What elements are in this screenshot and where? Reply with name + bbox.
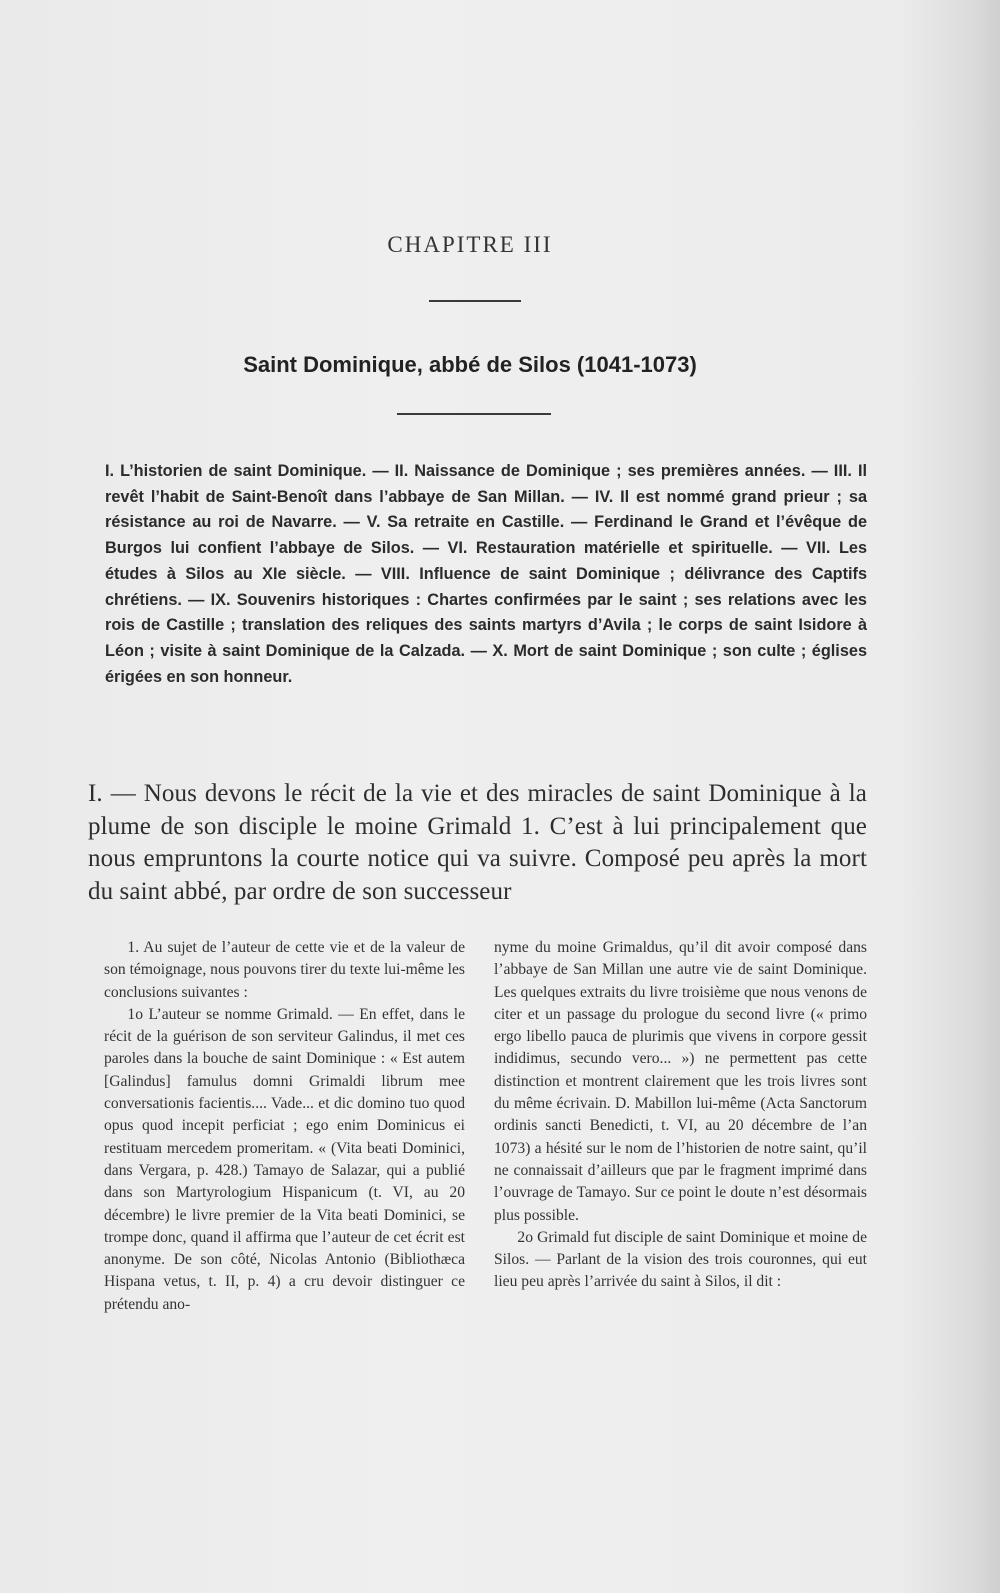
heading-rule-top (429, 300, 521, 302)
footnotes-right-column (494, 937, 867, 1294)
footnote-paragraph: nyme du moine Grimaldus, qu’il dit avoir composé dans l’abbaye de San Millan une autre vie de saint Dominique. Les quelques extraits du livre troisième que nous venons de citer et un passage du prologue du second livre (« primo ergo libello pauca de plurimis que vivens in corpore gessit indidimus, secundo vero... ») ne permettent pas cette distinction et montrent clairement que les trois livres sont du même écrivain. D. Mabillon lui-même (Acta Sanctorum ordinis sancti Benedicti, t. VI, au 20 décembre de l’an 1073) a hésité sur le nom de l’historien de notre saint, qu’il ne connaissait d’ailleurs que par le fragment imprimé dans l’ouvrage de Tamayo. Sur ce point le doute n’est désormais plus possible. (494, 939, 867, 1224)
chapter-title: Saint Dominique, abbé de Silos (1041-1073) (243, 352, 697, 377)
chapter-summary: I. L’historien de saint Dominique. — II. Naissance de Dominique ; ses premières années. — III. Il revêt l’habit de Saint-Benoît dans l’abbaye de San Millan. — IV. Il est nommé grand prieur ; sa résistance au roi de Navarre. — V. Sa retraite en Castille. — Ferdinand le Grand et l’évêque de Burgos lui confient l’abbaye de Silos. — VI. Restauration matérielle et spirituelle. — VII. Les études à Silos au XIe siècle. — VIII. Influence de saint Dominique ; délivrance des Captifs chrétiens. — IX. Souvenirs historiques : Chartes confirmées par le saint ; ses relations avec les rois de Castille ; translation des reliques des saints martyrs d’Avila ; le corps de saint Isidore à Léon ; visite à saint Dominique de la Calzada. — X. Mort de saint Dominique ; son culte ; églises érigées en son honneur. (105, 462, 867, 686)
footnote-paragraph: 2o Grimald fut disciple de saint Dominique et moine de Silos. — Parlant de la vision des trois couronnes, qui eut lieu peu après l’arrivée du saint à Silos, il dit : (494, 1228, 867, 1291)
heading-rule-bottom (397, 413, 551, 415)
body-paragraph: I. — Nous devons le récit de la vie et des miracles de saint Dominique à la plume de son disciple le moine Grimald 1. C’est à lui principalement que nous empruntons la courte notice qui va suivre. Composé peu après la mort du saint abbé, par ordre de son successeur (88, 780, 867, 905)
chapter-heading: CHAPITRE III (387, 232, 553, 257)
footnote-paragraph: 1o L’auteur se nomme Grimald. — En effet, dans le récit de la guérison de son serviteur Galindus, il met ces paroles dans la bouche de saint Dominique : « Est autem [Galindus] famulus domni Grimaldi librum mee conversationis facientis.... Vade... et dic domino tuo quod opus quod incepit perficiat ; ego enim Dominicus ei restituam mercedem promeritam. « (Vita beati Dominici, dans Vergara, p. 428.) Tamayo de Salazar, qui a publié dans son Martyrologium Hispanicum (t. VI, au 20 décembre) le livre premier de la Vita beati Dominici, se trompe donc, quand il affirma que l’auteur de cet écrit est anonyme. De son côté, Nicolas Antonio (Bibliothæca Hispana vetus, t. II, p. 4) a cru devoir distinguer ce prétendu ano- (104, 1005, 465, 1313)
footnotes-left-column (104, 937, 465, 1316)
footnote-paragraph: 1. Au sujet de l’auteur de cette vie et de la valeur de son témoignage, nous pouvons tirer du texte lui-même les conclusions suivantes : (104, 939, 465, 1001)
